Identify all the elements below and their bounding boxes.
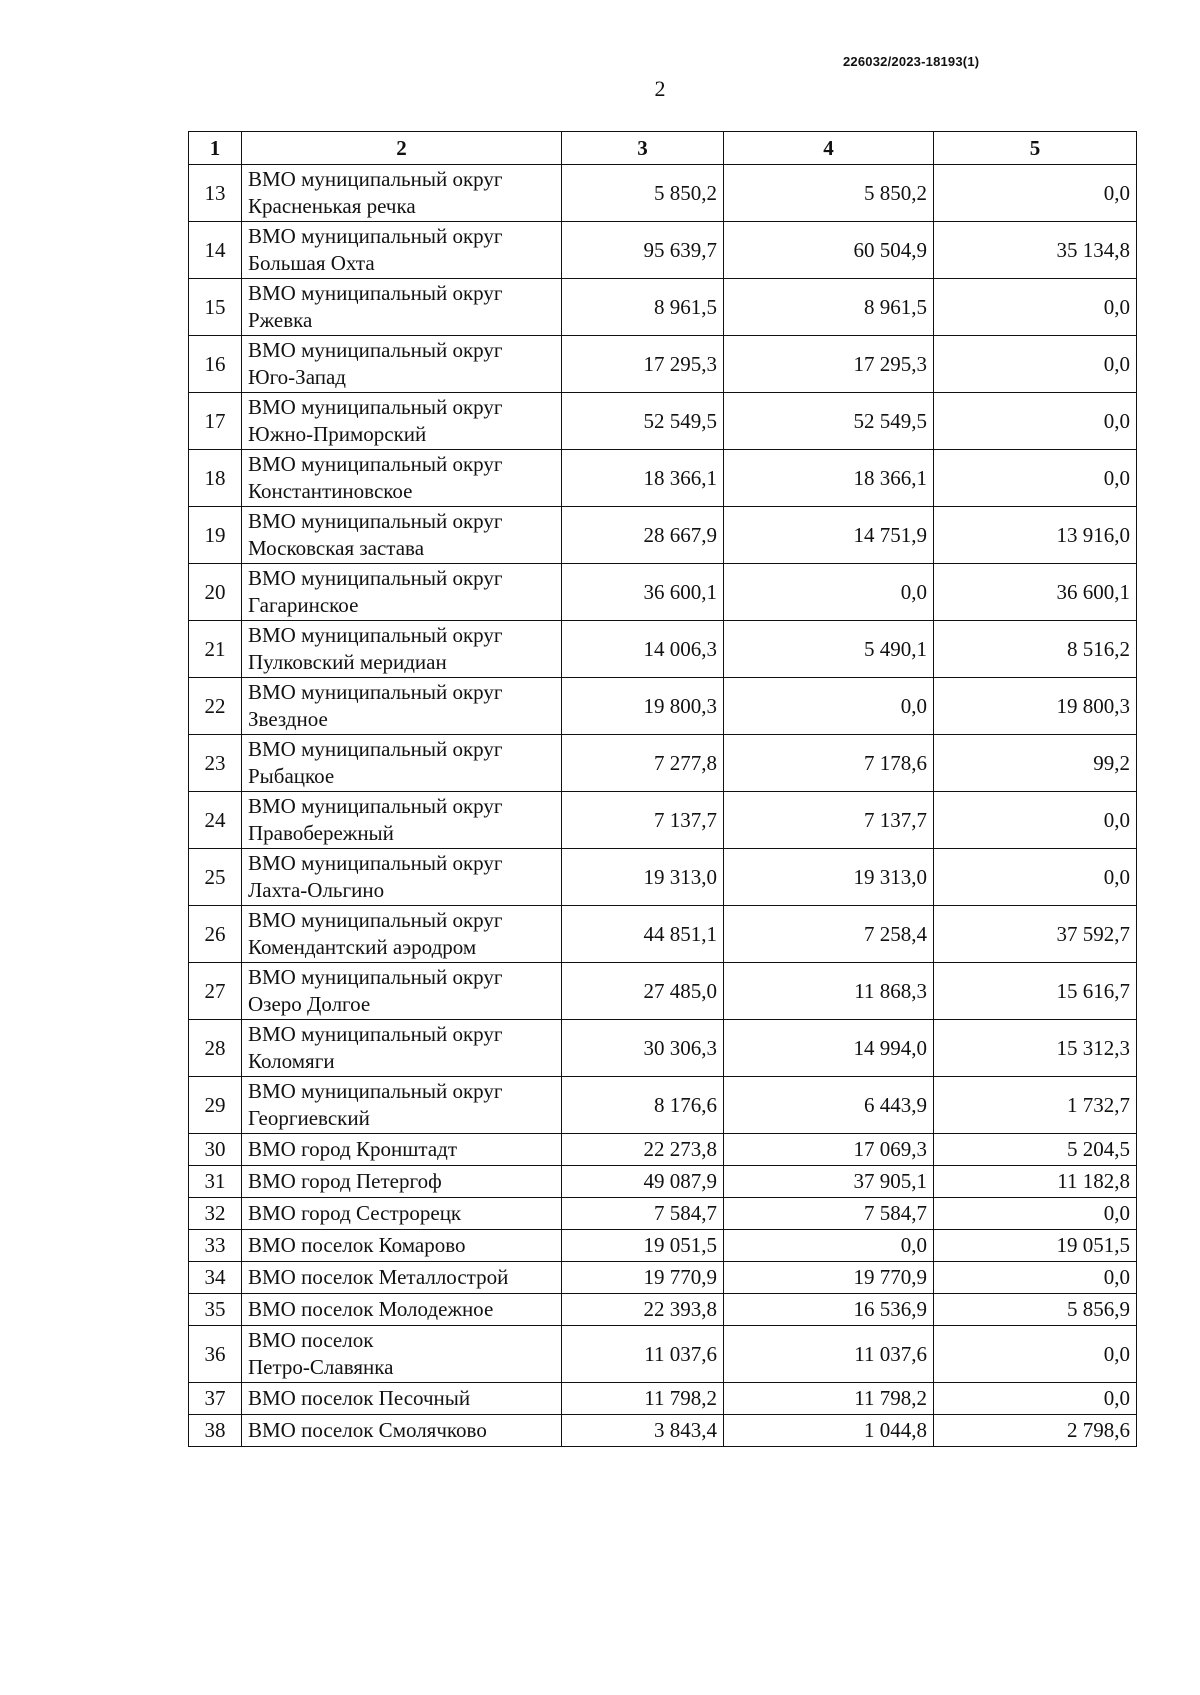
recipient-name-line1: ВМО муниципальный округ xyxy=(248,623,503,647)
recipient-name-line1: ВМО муниципальный округ xyxy=(248,395,503,419)
amount-col5: 0,0 xyxy=(934,1383,1137,1415)
amount-col4: 11 798,2 xyxy=(724,1383,934,1415)
recipient-name-line2: Константиновское xyxy=(248,479,413,503)
column-header: 2 xyxy=(242,132,562,165)
amount-col4: 0,0 xyxy=(724,564,934,621)
table-row xyxy=(189,450,1137,507)
amount-col4: 6 443,9 xyxy=(724,1077,934,1134)
amount-col3: 5 850,2 xyxy=(562,165,724,222)
row-number: 18 xyxy=(189,450,242,507)
recipient-name xyxy=(242,1198,562,1230)
row-number: 22 xyxy=(189,678,242,735)
table-row xyxy=(189,1383,1137,1415)
row-number: 36 xyxy=(189,1326,242,1383)
amount-col5: 19 051,5 xyxy=(934,1230,1137,1262)
amount-col3: 3 843,4 xyxy=(562,1415,724,1447)
amount-col3: 19 051,5 xyxy=(562,1230,724,1262)
recipient-name-line2: Петро-Славянка xyxy=(248,1355,394,1379)
amount-col5: 8 516,2 xyxy=(934,621,1137,678)
table-row xyxy=(189,336,1137,393)
recipient-name-line2: Юго-Запад xyxy=(248,365,346,389)
recipient-name xyxy=(242,279,562,336)
table-header-row xyxy=(189,132,1137,165)
recipient-name-line1: ВМО муниципальный округ xyxy=(248,965,503,989)
amount-col4: 7 178,6 xyxy=(724,735,934,792)
recipient-name-line1: ВМО поселок Молодежное xyxy=(248,1297,494,1321)
recipient-name-line1: ВМО муниципальный округ xyxy=(248,281,503,305)
table-row xyxy=(189,906,1137,963)
amount-col3: 8 176,6 xyxy=(562,1077,724,1134)
row-number: 33 xyxy=(189,1230,242,1262)
recipient-name-line1: ВМО муниципальный округ xyxy=(248,1079,503,1103)
recipient-name xyxy=(242,165,562,222)
amount-col3: 27 485,0 xyxy=(562,963,724,1020)
row-number: 20 xyxy=(189,564,242,621)
amount-col4: 19 313,0 xyxy=(724,849,934,906)
recipient-name xyxy=(242,1294,562,1326)
table-row xyxy=(189,1230,1137,1262)
table-row xyxy=(189,507,1137,564)
recipient-name-line1: ВМО поселок Смолячково xyxy=(248,1418,487,1442)
recipient-name xyxy=(242,621,562,678)
row-number: 37 xyxy=(189,1383,242,1415)
row-number: 35 xyxy=(189,1294,242,1326)
table-row xyxy=(189,1020,1137,1077)
table-row xyxy=(189,963,1137,1020)
amount-col5: 35 134,8 xyxy=(934,222,1137,279)
amount-col5: 0,0 xyxy=(934,279,1137,336)
table-row xyxy=(189,621,1137,678)
recipient-name xyxy=(242,1077,562,1134)
recipient-name xyxy=(242,1383,562,1415)
recipient-name-line2: Комендантский аэродром xyxy=(248,935,477,959)
column-header: 5 xyxy=(934,132,1137,165)
amount-col5: 0,0 xyxy=(934,849,1137,906)
amount-col3: 19 770,9 xyxy=(562,1262,724,1294)
recipient-name xyxy=(242,906,562,963)
amount-col3: 7 584,7 xyxy=(562,1198,724,1230)
column-header: 3 xyxy=(562,132,724,165)
amount-col3: 44 851,1 xyxy=(562,906,724,963)
amount-col4: 19 770,9 xyxy=(724,1262,934,1294)
table-row xyxy=(189,165,1137,222)
recipient-name xyxy=(242,393,562,450)
amount-col5: 0,0 xyxy=(934,165,1137,222)
amount-col4: 37 905,1 xyxy=(724,1166,934,1198)
amount-col3: 19 800,3 xyxy=(562,678,724,735)
row-number: 15 xyxy=(189,279,242,336)
amount-col4: 5 490,1 xyxy=(724,621,934,678)
amount-col4: 14 751,9 xyxy=(724,507,934,564)
column-header: 4 xyxy=(724,132,934,165)
recipient-name-line1: ВМО муниципальный округ xyxy=(248,167,503,191)
table-row xyxy=(189,1294,1137,1326)
amount-col3: 95 639,7 xyxy=(562,222,724,279)
row-number: 21 xyxy=(189,621,242,678)
recipient-name-line1: ВМО муниципальный округ xyxy=(248,737,503,761)
amount-col4: 0,0 xyxy=(724,1230,934,1262)
document-id: 226032/2023-18193(1) xyxy=(843,54,980,69)
amount-col5: 15 616,7 xyxy=(934,963,1137,1020)
amount-col4: 17 069,3 xyxy=(724,1134,934,1166)
table-row xyxy=(189,1415,1137,1447)
table-row xyxy=(189,1077,1137,1134)
recipient-name-line2: Пулковский меридиан xyxy=(248,650,447,674)
recipient-name-line2: Московская застава xyxy=(248,536,425,560)
table-row xyxy=(189,735,1137,792)
amount-col5: 19 800,3 xyxy=(934,678,1137,735)
recipient-name-line1: ВМО муниципальный округ xyxy=(248,794,503,818)
row-number: 30 xyxy=(189,1134,242,1166)
amount-col4: 16 536,9 xyxy=(724,1294,934,1326)
amount-col4: 11 868,3 xyxy=(724,963,934,1020)
amount-col5: 0,0 xyxy=(934,336,1137,393)
row-number: 26 xyxy=(189,906,242,963)
table-row xyxy=(189,393,1137,450)
amount-col5: 0,0 xyxy=(934,1262,1137,1294)
amount-col5: 0,0 xyxy=(934,1326,1137,1383)
recipient-name xyxy=(242,963,562,1020)
amount-col4: 52 549,5 xyxy=(724,393,934,450)
amount-col3: 11 798,2 xyxy=(562,1383,724,1415)
row-number: 13 xyxy=(189,165,242,222)
amount-col4: 60 504,9 xyxy=(724,222,934,279)
row-number: 16 xyxy=(189,336,242,393)
amount-col5: 0,0 xyxy=(934,792,1137,849)
recipient-name-line1: ВМО поселок xyxy=(248,1328,374,1352)
amount-col5: 0,0 xyxy=(934,1198,1137,1230)
amount-col3: 7 137,7 xyxy=(562,792,724,849)
amount-col5: 0,0 xyxy=(934,450,1137,507)
recipient-name-line2: Рыбацкое xyxy=(248,764,335,788)
recipient-name-line2: Гагаринское xyxy=(248,593,359,617)
table-row xyxy=(189,1198,1137,1230)
amount-col4: 8 961,5 xyxy=(724,279,934,336)
recipient-name-line2: Большая Охта xyxy=(248,251,375,275)
column-header: 1 xyxy=(189,132,242,165)
amount-col5: 36 600,1 xyxy=(934,564,1137,621)
recipient-name-line1: ВМО поселок Металлострой xyxy=(248,1265,509,1289)
recipient-name xyxy=(242,1230,562,1262)
recipient-name-line1: ВМО город Сестрорецк xyxy=(248,1201,462,1225)
amount-col3: 36 600,1 xyxy=(562,564,724,621)
recipient-name xyxy=(242,564,562,621)
recipient-name-line1: ВМО муниципальный округ xyxy=(248,908,503,932)
recipient-name-line1: ВМО муниципальный округ xyxy=(248,224,503,248)
recipient-name xyxy=(242,1134,562,1166)
table-row xyxy=(189,564,1137,621)
recipient-name xyxy=(242,450,562,507)
page-number: 2 xyxy=(654,76,666,101)
recipient-name-line1: ВМО муниципальный округ xyxy=(248,566,503,590)
recipient-name-line2: Звездное xyxy=(248,707,328,731)
recipient-name-line2: Лахта-Ольгино xyxy=(248,878,385,902)
amount-col4: 14 994,0 xyxy=(724,1020,934,1077)
row-number: 34 xyxy=(189,1262,242,1294)
row-number: 25 xyxy=(189,849,242,906)
row-number: 31 xyxy=(189,1166,242,1198)
amount-col3: 22 393,8 xyxy=(562,1294,724,1326)
recipient-name xyxy=(242,222,562,279)
amount-col4: 7 137,7 xyxy=(724,792,934,849)
amount-col3: 49 087,9 xyxy=(562,1166,724,1198)
recipient-name xyxy=(242,1326,562,1383)
row-number: 17 xyxy=(189,393,242,450)
amount-col3: 30 306,3 xyxy=(562,1020,724,1077)
amount-col4: 5 850,2 xyxy=(724,165,934,222)
recipient-name-line2: Георгиевский xyxy=(248,1106,370,1130)
recipient-name-line1: ВМО муниципальный округ xyxy=(248,680,503,704)
recipient-name-line1: ВМО поселок Песочный xyxy=(248,1386,471,1410)
amount-col5: 15 312,3 xyxy=(934,1020,1137,1077)
recipient-name xyxy=(242,1020,562,1077)
recipient-name-line2: Коломяги xyxy=(248,1049,335,1073)
amount-col3: 52 549,5 xyxy=(562,393,724,450)
recipient-name-line2: Правобережный xyxy=(248,821,394,845)
amount-col3: 7 277,8 xyxy=(562,735,724,792)
recipient-name xyxy=(242,1166,562,1198)
row-number: 29 xyxy=(189,1077,242,1134)
table-row xyxy=(189,792,1137,849)
recipient-name-line1: ВМО город Кронштадт xyxy=(248,1137,458,1161)
row-number: 38 xyxy=(189,1415,242,1447)
recipient-name xyxy=(242,792,562,849)
budget-table xyxy=(188,131,1137,1447)
amount-col4: 11 037,6 xyxy=(724,1326,934,1383)
amount-col4: 7 584,7 xyxy=(724,1198,934,1230)
row-number: 14 xyxy=(189,222,242,279)
amount-col3: 17 295,3 xyxy=(562,336,724,393)
recipient-name-line1: ВМО поселок Комарово xyxy=(248,1233,466,1257)
row-number: 24 xyxy=(189,792,242,849)
recipient-name-line2: Южно-Приморский xyxy=(248,422,427,446)
recipient-name xyxy=(242,336,562,393)
amount-col3: 8 961,5 xyxy=(562,279,724,336)
recipient-name-line1: ВМО муниципальный округ xyxy=(248,509,503,533)
recipient-name xyxy=(242,735,562,792)
amount-col5: 5 856,9 xyxy=(934,1294,1137,1326)
recipient-name-line2: Красненькая речка xyxy=(248,194,416,218)
recipient-name-line2: Ржевка xyxy=(248,308,313,332)
amount-col5: 99,2 xyxy=(934,735,1137,792)
table-row xyxy=(189,849,1137,906)
amount-col3: 28 667,9 xyxy=(562,507,724,564)
recipient-name xyxy=(242,849,562,906)
recipient-name xyxy=(242,678,562,735)
amount-col5: 0,0 xyxy=(934,393,1137,450)
amount-col5: 5 204,5 xyxy=(934,1134,1137,1166)
row-number: 27 xyxy=(189,963,242,1020)
amount-col5: 2 798,6 xyxy=(934,1415,1137,1447)
amount-col4: 18 366,1 xyxy=(724,450,934,507)
amount-col5: 37 592,7 xyxy=(934,906,1137,963)
amount-col3: 19 313,0 xyxy=(562,849,724,906)
recipient-name-line1: ВМО город Петергоф xyxy=(248,1169,442,1193)
amount-col4: 1 044,8 xyxy=(724,1415,934,1447)
table-row xyxy=(189,1166,1137,1198)
recipient-name-line1: ВМО муниципальный округ xyxy=(248,452,503,476)
row-number: 32 xyxy=(189,1198,242,1230)
amount-col5: 13 916,0 xyxy=(934,507,1137,564)
row-number: 28 xyxy=(189,1020,242,1077)
recipient-name-line1: ВМО муниципальный округ xyxy=(248,1022,503,1046)
recipient-name xyxy=(242,1415,562,1447)
amount-col3: 14 006,3 xyxy=(562,621,724,678)
recipient-name-line1: ВМО муниципальный округ xyxy=(248,338,503,362)
row-number: 19 xyxy=(189,507,242,564)
table-row xyxy=(189,1134,1137,1166)
table-row xyxy=(189,1326,1137,1383)
table-row xyxy=(189,1262,1137,1294)
recipient-name xyxy=(242,1262,562,1294)
amount-col4: 7 258,4 xyxy=(724,906,934,963)
recipient-name xyxy=(242,507,562,564)
amount-col3: 11 037,6 xyxy=(562,1326,724,1383)
table-row xyxy=(189,279,1137,336)
amount-col3: 22 273,8 xyxy=(562,1134,724,1166)
amount-col4: 17 295,3 xyxy=(724,336,934,393)
recipient-name-line2: Озеро Долгое xyxy=(248,992,371,1016)
table-row xyxy=(189,222,1137,279)
amount-col5: 11 182,8 xyxy=(934,1166,1137,1198)
table-body xyxy=(189,165,1137,1447)
amount-col5: 1 732,7 xyxy=(934,1077,1137,1134)
amount-col3: 18 366,1 xyxy=(562,450,724,507)
row-number: 23 xyxy=(189,735,242,792)
table-row xyxy=(189,678,1137,735)
amount-col4: 0,0 xyxy=(724,678,934,735)
recipient-name-line1: ВМО муниципальный округ xyxy=(248,851,503,875)
